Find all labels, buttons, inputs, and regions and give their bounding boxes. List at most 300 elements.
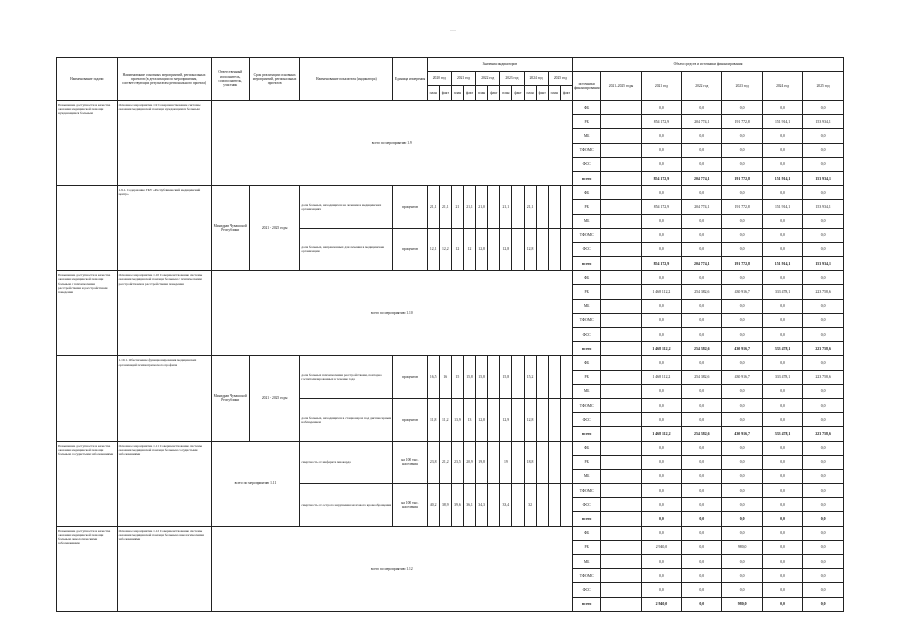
finance-value: 0,0 bbox=[722, 469, 762, 483]
finance-value: 0,0 bbox=[803, 129, 844, 143]
finance-value: 0,0 bbox=[641, 242, 681, 256]
finance-value: 0,0 bbox=[803, 512, 844, 526]
finance-value: 0,0 bbox=[803, 398, 844, 412]
indicator-value: 12,8 bbox=[476, 398, 488, 441]
finance-value: 0,0 bbox=[641, 569, 681, 583]
indicator-value: 15,8 bbox=[476, 356, 488, 399]
finance-value: 0,0 bbox=[682, 143, 722, 157]
header-plan: план bbox=[524, 86, 536, 101]
finance-value: 223 758,6 bbox=[803, 427, 844, 441]
indicator-value: 12,8 bbox=[476, 228, 488, 271]
finance-source: РБ bbox=[573, 115, 601, 129]
indicator-value: 18,8 bbox=[524, 441, 536, 484]
responsible-cell: Минздрав Чувашской Республики bbox=[211, 186, 249, 271]
finance-value: 333 478,1 bbox=[762, 370, 802, 384]
finance-value: 0,0 bbox=[682, 384, 722, 398]
finance-empty bbox=[601, 129, 641, 143]
indicator-value: 38,9 bbox=[439, 484, 451, 527]
finance-value: 0,0 bbox=[722, 526, 762, 540]
finance-source: РБ bbox=[573, 285, 601, 299]
finance-source: РБ bbox=[573, 200, 601, 214]
finance-empty bbox=[601, 356, 641, 370]
indicator-value: 13 bbox=[463, 398, 475, 441]
finance-value: 0,0 bbox=[641, 583, 681, 597]
table-row bbox=[57, 186, 844, 200]
indicator-value bbox=[548, 228, 560, 271]
finance-value: 2 940,0 bbox=[641, 597, 681, 611]
indicator-value bbox=[548, 356, 560, 399]
indicator-value bbox=[560, 356, 572, 399]
finance-value: 0,0 bbox=[803, 356, 844, 370]
finance-value: 0,0 bbox=[641, 413, 681, 427]
finance-empty bbox=[601, 171, 641, 185]
finance-value: 0,0 bbox=[682, 484, 722, 498]
indicator-value bbox=[560, 228, 572, 271]
finance-value: 333 478,1 bbox=[762, 342, 802, 356]
finance-empty bbox=[601, 413, 641, 427]
finance-value: 153 934,1 bbox=[803, 257, 844, 271]
indicator-value: 21,1 bbox=[439, 186, 451, 229]
finance-value: 0,0 bbox=[803, 555, 844, 569]
header-fact: факт bbox=[512, 86, 524, 101]
indicator-value: 12,9 bbox=[500, 398, 512, 441]
finance-value: 0,0 bbox=[722, 242, 762, 256]
indicator-value: 21,1 bbox=[524, 186, 536, 229]
indicator-value: 15,8 bbox=[500, 356, 512, 399]
finance-empty bbox=[601, 498, 641, 512]
finance-value: 0,0 bbox=[722, 271, 762, 285]
task-cell: Повышение доступности и качества оказания медицинской помощи больным онкологическими заболеваниями bbox=[57, 526, 118, 611]
finance-value: 223 758,6 bbox=[803, 285, 844, 299]
header-fin-year: 2022 год bbox=[682, 72, 722, 101]
finance-value: 0,0 bbox=[682, 469, 722, 483]
indicator-value bbox=[560, 186, 572, 229]
finance-empty bbox=[601, 313, 641, 327]
indicator-value: 21,2 bbox=[439, 441, 451, 484]
header-sources: источники финансирования bbox=[573, 72, 601, 101]
finance-value: 0,0 bbox=[722, 328, 762, 342]
finance-source: ТФОМС bbox=[573, 569, 601, 583]
indicator-value: 39,6 bbox=[451, 484, 463, 527]
measure-cell: Основное мероприятие 1.10 Совершенствование системы оказания медицинской помощи больным с психическими расстройствами и расстройствами поведения bbox=[117, 271, 211, 356]
indicator-name: смертность от инфаркта миокарда bbox=[300, 441, 393, 484]
finance-source: ФСС bbox=[573, 583, 601, 597]
finance-value: 333 478,1 bbox=[762, 285, 802, 299]
indicator-value: 15 bbox=[451, 356, 463, 399]
finance-value: 0,0 bbox=[803, 441, 844, 455]
finance-empty bbox=[601, 469, 641, 483]
finance-value: 0,0 bbox=[641, 328, 681, 342]
finance-value: 0,0 bbox=[641, 101, 681, 115]
measure-cell: Основное мероприятие 1.12 Совершенствование системы оказания медицинской помощи больным онкологическими заболеваниями bbox=[117, 526, 211, 611]
finance-value: 0,0 bbox=[762, 129, 802, 143]
finance-value: 0,0 bbox=[722, 214, 762, 228]
finance-value: 0,0 bbox=[762, 143, 802, 157]
finance-value: 0,0 bbox=[722, 569, 762, 583]
finance-value: 0,0 bbox=[722, 101, 762, 115]
finance-value: 430 916,7 bbox=[722, 342, 762, 356]
finance-value: 0,0 bbox=[682, 129, 722, 143]
finance-empty bbox=[601, 186, 641, 200]
indicator-value bbox=[488, 484, 500, 527]
indicator-value: 13,9 bbox=[451, 398, 463, 441]
indicator-value: 21,1 bbox=[500, 186, 512, 229]
finance-value: 0,0 bbox=[682, 242, 722, 256]
finance-value: 0,0 bbox=[803, 271, 844, 285]
finance-value: 0,0 bbox=[722, 384, 762, 398]
header-fact: факт bbox=[488, 86, 500, 101]
finance-value: 0,0 bbox=[641, 398, 681, 412]
measure-total-cell: всего по мероприятию 1.11 bbox=[211, 441, 300, 526]
finance-value: 0,0 bbox=[803, 498, 844, 512]
indicator-value: 23,5 bbox=[451, 441, 463, 484]
indicator-name: смертность от острого нарушения мозгового кровообращения bbox=[300, 484, 393, 527]
finance-value: 0,0 bbox=[682, 569, 722, 583]
finance-empty bbox=[601, 271, 641, 285]
finance-value: 153 934,1 bbox=[803, 200, 844, 214]
indicator-value bbox=[488, 356, 500, 399]
finance-value: 0,0 bbox=[762, 157, 802, 171]
indicator-value: 21 bbox=[451, 186, 463, 229]
header-fin-year: 2021–2025 годы bbox=[601, 72, 641, 101]
finance-source: МБ bbox=[573, 299, 601, 313]
finance-value: 153 934,1 bbox=[803, 115, 844, 129]
finance-source: всего bbox=[573, 257, 601, 271]
header-year: 2024 год bbox=[524, 72, 548, 86]
finance-empty bbox=[601, 512, 641, 526]
finance-value: 0,0 bbox=[682, 299, 722, 313]
finance-value: 0,0 bbox=[641, 512, 681, 526]
finance-value: 0,0 bbox=[722, 299, 762, 313]
finance-value: 0,0 bbox=[682, 398, 722, 412]
finance-source: ФБ bbox=[573, 356, 601, 370]
indicator-value: 19,8 bbox=[476, 441, 488, 484]
finance-source: МБ bbox=[573, 555, 601, 569]
finance-value: 0,0 bbox=[803, 214, 844, 228]
finance-empty bbox=[601, 328, 641, 342]
finance-value: 0,0 bbox=[803, 157, 844, 171]
finance-source: всего bbox=[573, 597, 601, 611]
finance-value: 0,0 bbox=[641, 356, 681, 370]
header-values-group: Значения индикаторов bbox=[427, 58, 572, 72]
finance-value: 0,0 bbox=[641, 157, 681, 171]
finance-source: ТФОМС bbox=[573, 484, 601, 498]
header-responsible: Ответственный исполнитель, соисполнитель, участник bbox=[211, 58, 249, 101]
indicator-unit: процентов bbox=[393, 356, 427, 399]
finance-value: 191 772,8 bbox=[722, 115, 762, 129]
finance-value: 430 916,7 bbox=[722, 370, 762, 384]
finance-value: 0,0 bbox=[803, 583, 844, 597]
finance-value: 0,0 bbox=[722, 555, 762, 569]
finance-source: МБ bbox=[573, 214, 601, 228]
indicator-value bbox=[536, 186, 548, 229]
indicator-unit: на 100 тыс. населения bbox=[393, 484, 427, 527]
header-year: 2022 год bbox=[476, 72, 500, 86]
finance-empty bbox=[601, 484, 641, 498]
header-fact: факт bbox=[439, 86, 451, 101]
finance-empty bbox=[601, 115, 641, 129]
indicator-unit: процентов bbox=[393, 186, 427, 229]
finance-value: 0,0 bbox=[762, 186, 802, 200]
indicator-value bbox=[548, 441, 560, 484]
finance-empty bbox=[601, 583, 641, 597]
finance-value: 0,0 bbox=[762, 101, 802, 115]
indicator-value: 32 bbox=[524, 484, 536, 527]
finance-value: 0,0 bbox=[641, 484, 681, 498]
finance-source: ТФОМС bbox=[573, 143, 601, 157]
header-fin-year: 2025 год bbox=[803, 72, 844, 101]
indicator-value bbox=[548, 398, 560, 441]
finance-value: 854 172,9 bbox=[641, 115, 681, 129]
finance-source: всего bbox=[573, 171, 601, 185]
indicator-value: 12,8 bbox=[500, 228, 512, 271]
finance-value: 0,0 bbox=[641, 143, 681, 157]
finance-empty bbox=[601, 157, 641, 171]
indicator-value: 15,8 bbox=[463, 356, 475, 399]
header-finance-group: Объем средств и источники финансирования bbox=[573, 58, 844, 72]
finance-empty bbox=[601, 455, 641, 469]
indicator-value bbox=[512, 356, 524, 399]
indicator-value: 11,8 bbox=[427, 398, 439, 441]
finance-value: 0,0 bbox=[762, 398, 802, 412]
finance-value: 0,0 bbox=[762, 228, 802, 242]
finance-value: 0,0 bbox=[682, 186, 722, 200]
finance-value: 854 172,9 bbox=[641, 200, 681, 214]
finance-value: 223 758,6 bbox=[803, 342, 844, 356]
finance-value: 0,0 bbox=[641, 469, 681, 483]
finance-value: 0,0 bbox=[762, 441, 802, 455]
table-row bbox=[57, 526, 844, 540]
header-unit: Единица измерения bbox=[393, 58, 427, 101]
finance-value: 204 774,1 bbox=[682, 115, 722, 129]
finance-value: 0,0 bbox=[762, 540, 802, 554]
finance-value: 0,0 bbox=[803, 455, 844, 469]
finance-value: 0,0 bbox=[722, 484, 762, 498]
finance-value: 430 916,7 bbox=[722, 427, 762, 441]
table-row bbox=[57, 441, 844, 455]
finance-source: МБ bbox=[573, 469, 601, 483]
indicator-value bbox=[488, 441, 500, 484]
header-plan: план bbox=[476, 86, 488, 101]
finance-value: 0,0 bbox=[682, 214, 722, 228]
finance-value: 1 468 112,2 bbox=[641, 342, 681, 356]
indicator-value: 21,1 bbox=[463, 186, 475, 229]
finance-value: 0,0 bbox=[762, 484, 802, 498]
indicator-value: 19 bbox=[500, 441, 512, 484]
header-fin-year: 2023 год bbox=[722, 72, 762, 101]
finance-value: 0,0 bbox=[722, 398, 762, 412]
finance-empty bbox=[601, 540, 641, 554]
finance-value: 151 914,1 bbox=[762, 115, 802, 129]
finance-value: 0,0 bbox=[641, 384, 681, 398]
finance-value: 0,0 bbox=[762, 469, 802, 483]
finance-value: 0,0 bbox=[762, 583, 802, 597]
indicator-value bbox=[560, 398, 572, 441]
finance-value: 0,0 bbox=[803, 413, 844, 427]
finance-value: 0,0 bbox=[762, 512, 802, 526]
measure-cell: Основное мероприятие 1.9 Совершенствование системы оказания медицинской помощи нуждающимся больным bbox=[117, 101, 211, 186]
finance-value: 2 940,0 bbox=[641, 540, 681, 554]
program-grid bbox=[56, 57, 844, 612]
indicator-value: 36,1 bbox=[463, 484, 475, 527]
finance-value: 0,0 bbox=[803, 242, 844, 256]
finance-value: 0,0 bbox=[682, 313, 722, 327]
finance-value: 0,0 bbox=[762, 356, 802, 370]
table-row bbox=[57, 101, 844, 115]
finance-value: 0,0 bbox=[682, 540, 722, 554]
indicator-unit: процентов bbox=[393, 228, 427, 271]
finance-value: 0,0 bbox=[641, 555, 681, 569]
finance-source: МБ bbox=[573, 384, 601, 398]
indicator-value bbox=[560, 441, 572, 484]
measure-total-cell: всего по мероприятию 1.9 bbox=[211, 101, 573, 186]
responsible-cell: Минздрав Чувашской Республики bbox=[211, 356, 249, 441]
finance-empty bbox=[601, 101, 641, 115]
finance-value: 0,0 bbox=[803, 597, 844, 611]
finance-value: 0,0 bbox=[641, 526, 681, 540]
finance-value: 0,0 bbox=[641, 271, 681, 285]
finance-value: 0,0 bbox=[762, 555, 802, 569]
finance-value: 191 772,8 bbox=[722, 257, 762, 271]
finance-value: 0,0 bbox=[803, 384, 844, 398]
finance-value: 0,0 bbox=[682, 228, 722, 242]
indicator-value bbox=[536, 484, 548, 527]
finance-value: 0,0 bbox=[762, 413, 802, 427]
finance-value: 0,0 bbox=[722, 498, 762, 512]
finance-empty bbox=[601, 555, 641, 569]
finance-empty bbox=[601, 569, 641, 583]
finance-empty bbox=[601, 370, 641, 384]
indicator-name: доля больных, находящихся на лечении в медицинских организациях bbox=[300, 186, 393, 229]
finance-value: 0,0 bbox=[682, 413, 722, 427]
finance-empty bbox=[601, 299, 641, 313]
finance-empty bbox=[601, 285, 641, 299]
table-row bbox=[57, 271, 844, 285]
finance-value: 0,0 bbox=[803, 299, 844, 313]
task-cell: Повышение доступности и качества оказания медицинской помощи нуждающимся больным bbox=[57, 101, 118, 186]
indicator-name: доля больных, направленных для лечения в медицинские организации bbox=[300, 228, 393, 271]
indicator-unit: на 100 тыс. населения bbox=[393, 441, 427, 484]
header-plan: план bbox=[500, 86, 512, 101]
finance-empty bbox=[601, 214, 641, 228]
indicator-value bbox=[512, 441, 524, 484]
finance-value: 0,0 bbox=[722, 129, 762, 143]
finance-value: 191 772,8 bbox=[722, 171, 762, 185]
header-year: 2025 год bbox=[548, 72, 572, 86]
finance-value: 0,0 bbox=[682, 597, 722, 611]
finance-value: 204 774,1 bbox=[682, 200, 722, 214]
finance-value: 0,0 bbox=[641, 455, 681, 469]
indicator-value: 15,2 bbox=[524, 356, 536, 399]
indicator-value: 16,5 bbox=[427, 356, 439, 399]
finance-value: 0,0 bbox=[722, 512, 762, 526]
measure-cell: 1.10.1. Обеспечение функционирования медицинских организаций психиатрического профиля bbox=[117, 356, 211, 441]
header-indicator: Наименование показателя (индикатора) bbox=[300, 58, 393, 101]
finance-value: 0,0 bbox=[803, 101, 844, 115]
finance-value: 0,0 bbox=[641, 129, 681, 143]
indicator-value bbox=[536, 441, 548, 484]
finance-value: 0,0 bbox=[803, 569, 844, 583]
finance-value: 980,0 bbox=[722, 540, 762, 554]
indicator-value: 34,3 bbox=[476, 484, 488, 527]
finance-value: 0,0 bbox=[682, 101, 722, 115]
task-cell: Повышение доступности и качества оказания медицинской помощи больным с психическими расстройствами и расстройствами поведения bbox=[57, 271, 118, 356]
finance-value: 0,0 bbox=[722, 583, 762, 597]
finance-value: 0,0 bbox=[762, 384, 802, 398]
finance-value: 0,0 bbox=[682, 583, 722, 597]
finance-value: 0,0 bbox=[722, 441, 762, 455]
finance-value: 151 914,1 bbox=[762, 257, 802, 271]
finance-source: РБ bbox=[573, 370, 601, 384]
finance-value: 0,0 bbox=[762, 214, 802, 228]
finance-value: 0,0 bbox=[641, 299, 681, 313]
indicator-value bbox=[560, 484, 572, 527]
finance-value: 204 774,1 bbox=[682, 171, 722, 185]
header-year: 2020 год bbox=[427, 72, 451, 86]
finance-value: 0,0 bbox=[641, 186, 681, 200]
finance-empty bbox=[601, 228, 641, 242]
finance-value: 0,0 bbox=[803, 228, 844, 242]
finance-value: 0,0 bbox=[682, 356, 722, 370]
indicator-value: 21,0 bbox=[476, 186, 488, 229]
indicator-value: 23,8 bbox=[427, 441, 439, 484]
indicator-value bbox=[512, 484, 524, 527]
finance-value: 0,0 bbox=[641, 313, 681, 327]
finance-value: 254 382,6 bbox=[682, 285, 722, 299]
indicator-value bbox=[512, 398, 524, 441]
finance-source: ФБ bbox=[573, 101, 601, 115]
indicator-value: 16 bbox=[439, 356, 451, 399]
indicator-value: 12,8 bbox=[524, 228, 536, 271]
finance-empty bbox=[601, 398, 641, 412]
finance-source: ФБ bbox=[573, 186, 601, 200]
finance-value: 0,0 bbox=[682, 271, 722, 285]
finance-source: всего bbox=[573, 342, 601, 356]
finance-source: ФСС bbox=[573, 328, 601, 342]
finance-empty bbox=[601, 597, 641, 611]
finance-value: 0,0 bbox=[803, 540, 844, 554]
measure-cell: Основное мероприятие 1.11 Совершенствование системы оказания медицинской помощи больным сосудистыми заболеваниями bbox=[117, 441, 211, 526]
finance-source: ФСС bbox=[573, 413, 601, 427]
finance-value: 0,0 bbox=[762, 526, 802, 540]
finance-value: 0,0 bbox=[641, 214, 681, 228]
header-fact: факт bbox=[536, 86, 548, 101]
finance-value: 0,0 bbox=[803, 328, 844, 342]
indicator-value: 12 bbox=[451, 228, 463, 271]
header-fact: факт bbox=[463, 86, 475, 101]
task-cell bbox=[57, 186, 118, 271]
finance-source: ФБ bbox=[573, 441, 601, 455]
finance-value: 0,0 bbox=[641, 498, 681, 512]
indicator-value: 33,4 bbox=[500, 484, 512, 527]
finance-value: 0,0 bbox=[682, 526, 722, 540]
header-fact: факт bbox=[560, 86, 572, 101]
finance-value: 0,0 bbox=[682, 455, 722, 469]
header-measure: Наименование основных мероприятий, региональных проектов (в детализации по мероприятиям, соответствующих результатам регионального проекта) bbox=[117, 58, 211, 101]
finance-value: 0,0 bbox=[722, 455, 762, 469]
indicator-value: 12,8 bbox=[524, 398, 536, 441]
indicator-value: 11,2 bbox=[439, 398, 451, 441]
measure-cell: 1.9.1. Содержание ГКУ «Республиканский медицинский центр» bbox=[117, 186, 211, 271]
finance-value: 0,0 bbox=[803, 484, 844, 498]
finance-value: 254 382,6 bbox=[682, 370, 722, 384]
indicator-name: доля больных, находящихся в стационарах под диспансерным наблюдением bbox=[300, 398, 393, 441]
finance-value: 0,0 bbox=[762, 299, 802, 313]
indicator-value: 12,2 bbox=[439, 228, 451, 271]
finance-source: ТФОМС bbox=[573, 313, 601, 327]
finance-value: 980,0 bbox=[722, 597, 762, 611]
finance-source: ФСС bbox=[573, 157, 601, 171]
